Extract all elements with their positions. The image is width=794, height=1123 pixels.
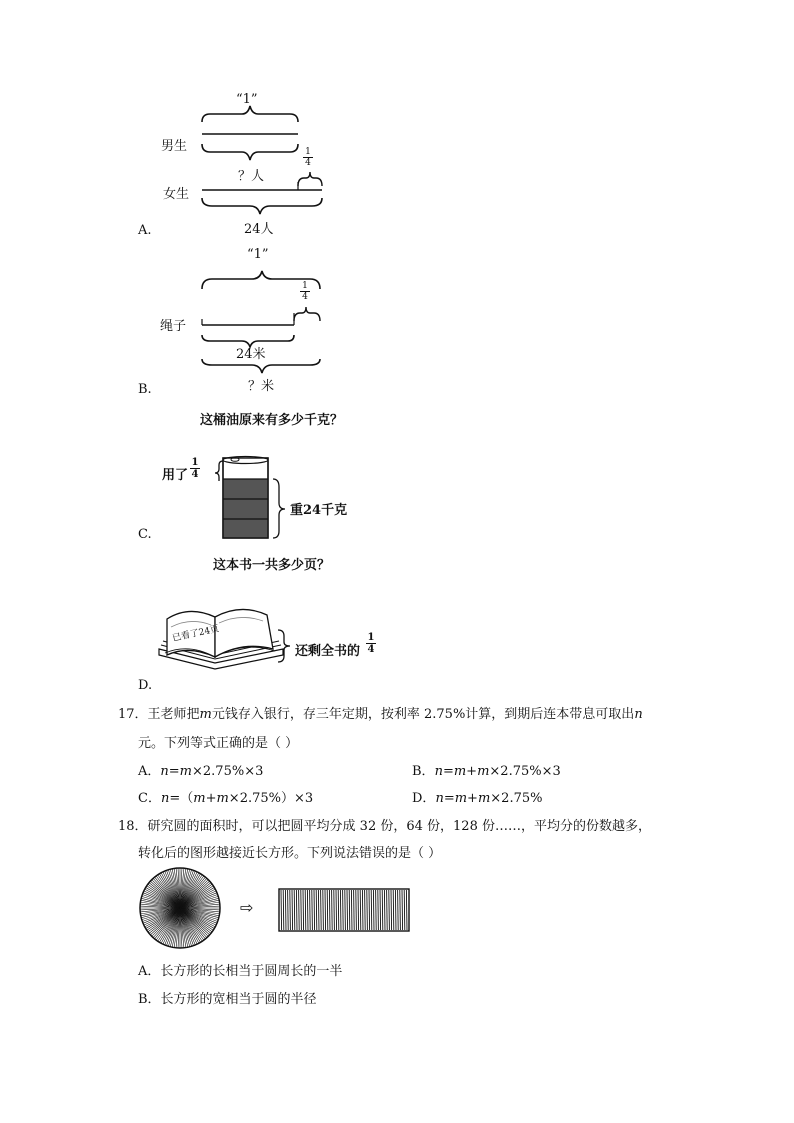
fraction-denominator: 4 [303,157,313,168]
quarter-fraction [303,147,313,168]
rectangle-stripe [340,890,341,930]
rectangle-stripe [362,890,363,930]
rectangle-stripe [281,890,282,930]
girls-label: 女生 [163,187,190,202]
rectangle-stripe [316,890,317,930]
book-side-brace [276,628,292,664]
rectangle-stripe [369,890,370,930]
rectangle-stripe [356,890,357,930]
girls-total-label: 24人 [244,222,274,237]
rectangle-stripe [358,890,359,930]
rectangle-figure [278,888,410,932]
option-d-letter: D. [138,678,153,693]
rectangle-stripe [347,890,348,930]
book-illustration [155,597,290,672]
rectangle-stripe [305,890,306,930]
rectangle-stripe [354,890,355,930]
rectangle-stripe [323,890,324,930]
quarter-fraction [300,281,310,302]
rectangle-stripe [360,890,361,930]
q17-choice-c[interactable]: C．n=（m+m×2.75%）×3 [138,791,314,806]
fraction-numerator: 1 [367,632,375,643]
rectangle-stripe [380,890,381,930]
rectangle-stripe [376,890,377,930]
fraction-numerator: 1 [191,457,199,468]
rectangle-stripe [307,890,308,930]
rectangle-stripe [336,890,337,930]
brace-boys-under [202,144,298,160]
rectangle-stripe [303,890,304,930]
rectangle-stripe [301,890,302,930]
rectangle-stripe [329,890,330,930]
fraction-numerator: 1 [302,281,308,291]
used-fraction [190,457,200,480]
rectangle-stripe [387,890,388,930]
fraction-denominator: 4 [191,469,199,480]
oil-question: 这桶油原来有多少千克？ [200,413,344,428]
q17-stem-line1: 17．王老师把m元钱存入银行，存三年定期，按利率 2.75%计算，到期后连本带息可取出n [118,707,643,722]
unit-one-label: “1” [236,92,258,107]
rectangle-stripe [345,890,346,930]
rectangle-stripe [312,890,313,930]
rectangle-stripe [292,890,293,930]
q18-stem-line2: 转化后的图形越接近长方形。下列说法错误的是（ ） [138,846,442,861]
q17-choice-a[interactable]: A．n=m×2.75%×3 [138,764,264,779]
rectangle-stripe [400,890,401,930]
rectangle-stripe [327,890,328,930]
rectangle-stripe [365,890,366,930]
circle-divided-figure [138,866,222,950]
fraction-denominator: 4 [367,644,375,655]
rectangle-stripe [338,890,339,930]
rectangle-stripe [395,890,396,930]
book-question: 这本书一共多少页？ [213,558,331,573]
rope-length-label: 24米 [236,347,266,362]
unit-one-label: “1” [247,247,269,262]
q18-stem-line1: 18．研究圆的面积时，可以把圆平均分成 32 份，64 份，128 份……，平均分的份数越多， [118,819,651,834]
rectangle-stripe [382,890,383,930]
rectangle-stripe [314,890,315,930]
rectangle-stripe [349,890,350,930]
rectangle-stripe [299,890,300,930]
book-inner-text: 已看了24页 [171,624,221,644]
brace-quarter [294,307,320,321]
var-n: n [634,707,643,722]
q18-choice-a[interactable]: A．长方形的长相当于圆周长的一半 [138,964,343,979]
rope-label: 绳子 [160,319,187,334]
rectangle-stripe [404,890,405,930]
oil-barrel [205,455,295,545]
q17-stem-line2: 元。下列等式正确的是（ ） [138,736,299,751]
question-people: ？人 [238,169,265,184]
rectangle-stripe [391,890,392,930]
brace-top [202,106,298,122]
brace-quarter [298,172,322,186]
option-c-letter: C. [138,527,152,542]
used-label: 用了 [162,468,189,483]
question-meters: ？米 [248,379,275,394]
rectangle-stripe [402,890,403,930]
rectangle-stripe [334,890,335,930]
book-remaining-label: 还剩全书的 [295,644,361,659]
rectangle-stripe [321,890,322,930]
rectangle-stripe [371,890,372,930]
fraction-numerator: 1 [305,147,311,157]
transform-arrow-icon: ⇨ [240,898,254,917]
rectangle-stripe [332,890,333,930]
remaining-fraction [366,632,376,655]
rectangle-stripe [343,890,344,930]
rectangle-stripe [398,890,399,930]
rectangle-stripe [367,890,368,930]
rectangle-stripe [288,890,289,930]
rectangle-stripe [406,890,407,930]
q17-choice-b[interactable]: B．n=m+m×2.75%×3 [412,764,561,779]
boys-label: 男生 [161,139,188,154]
rectangle-stripe [325,890,326,930]
rectangle-stripe [318,890,319,930]
rectangle-stripe [373,890,374,930]
weight-label: 重24千克 [290,503,348,518]
rectangle-stripe [389,890,390,930]
fraction-denominator: 4 [300,291,310,302]
rectangle-stripe [290,890,291,930]
option-b-letter: B. [138,382,152,397]
rectangle-stripe [310,890,311,930]
rectangle-stripe [378,890,379,930]
rectangle-stripe [283,890,284,930]
rectangle-stripe [285,890,286,930]
q18-choice-b[interactable]: B．长方形的宽相当于圆的半径 [138,992,317,1007]
var-m: m [199,707,212,722]
rectangle-stripe [294,890,295,930]
brace-girls-under [202,198,322,214]
rectangle-stripe [393,890,394,930]
rectangle-stripe [296,890,297,930]
q17-choice-d[interactable]: D．n=m+m×2.75% [412,791,543,806]
option-a-letter: A. [138,223,152,238]
rectangle-stripe [351,890,352,930]
rectangle-stripe [384,890,385,930]
option-a-diagram [150,92,350,234]
